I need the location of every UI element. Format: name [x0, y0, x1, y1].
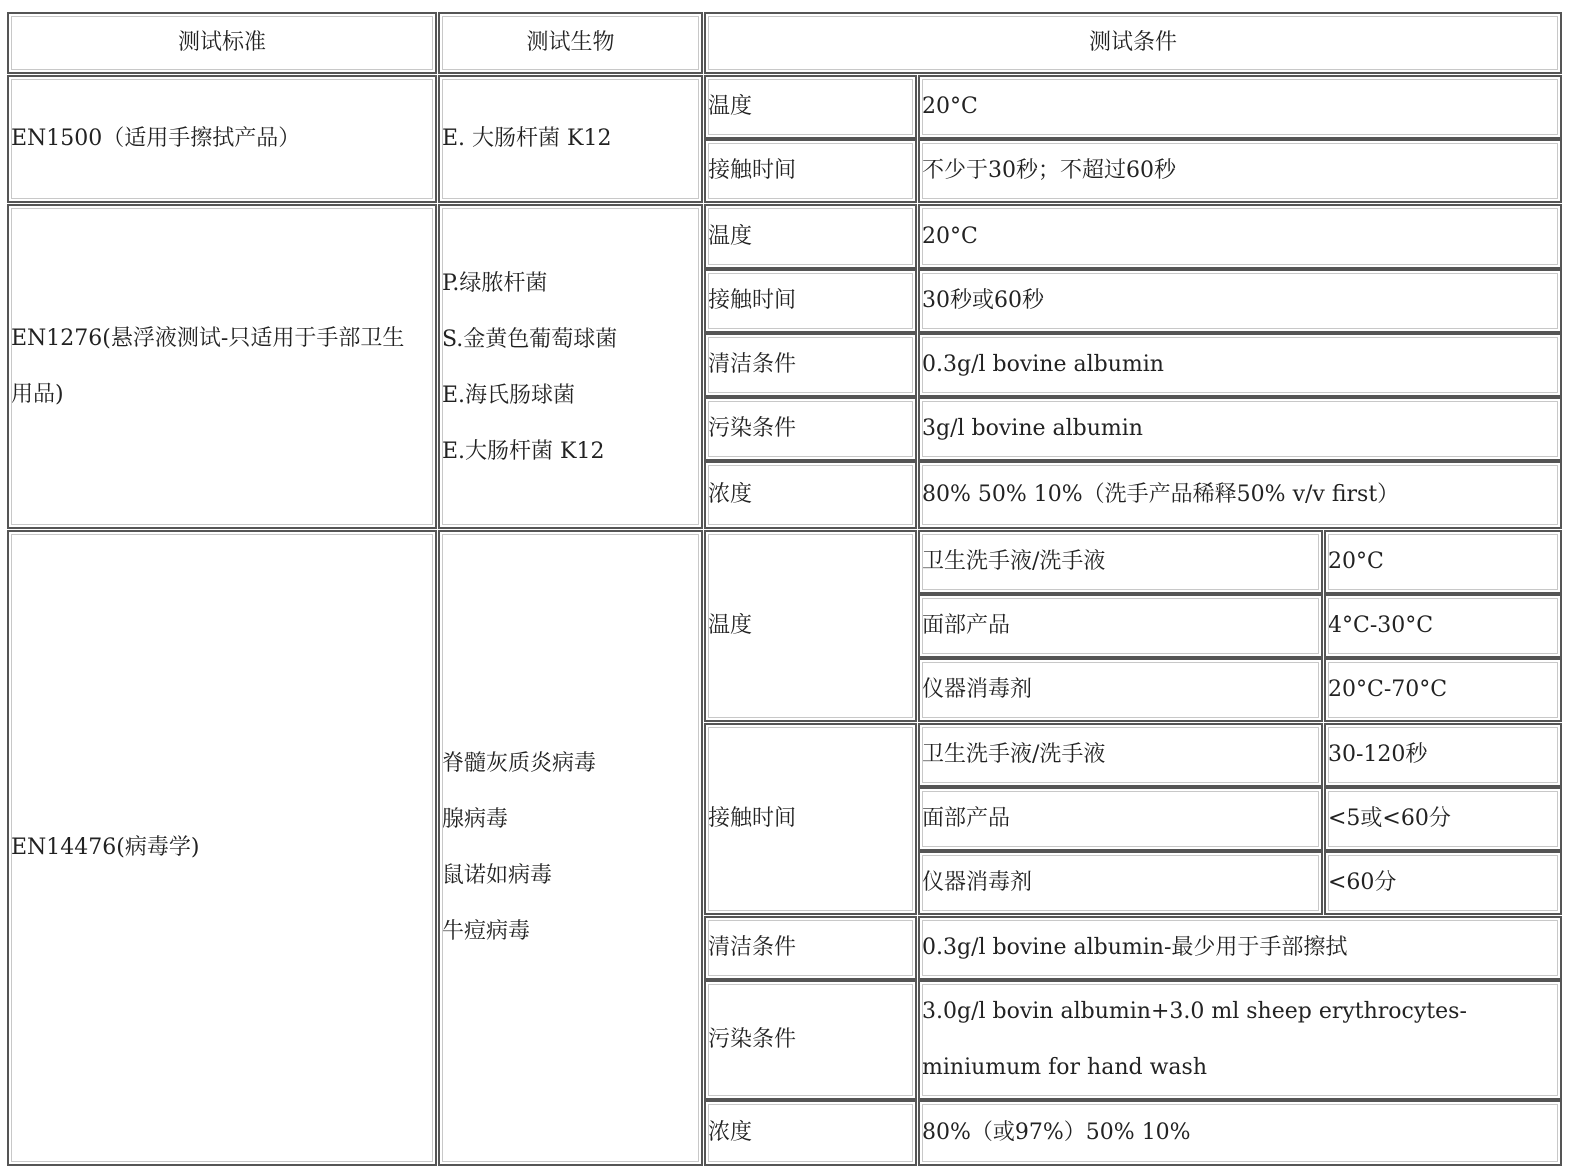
- en1500-label-contact-time: [704, 139, 917, 203]
- value-text: 80% 50% 10%（洗手产品稀释50% v/v first）: [922, 482, 1400, 508]
- product-text: 面部产品: [922, 806, 1011, 832]
- en14476-time-product: [918, 787, 1323, 851]
- en14476-temp-value: [1324, 530, 1562, 594]
- organism-item: E.大肠杆菌 K12: [442, 438, 605, 464]
- en1276-label-contact-time: [704, 269, 917, 333]
- value-text: 20°C: [922, 94, 978, 120]
- en1276-label-temperature: [704, 204, 917, 269]
- en1500-standard: [7, 75, 437, 203]
- value-text: 30-120秒: [1328, 742, 1428, 768]
- en14476-time-value: [1324, 851, 1562, 915]
- value-text: 4°C-30°C: [1328, 613, 1434, 639]
- en1276-value-contact-time: [918, 269, 1562, 333]
- en14476-temp-product: [918, 658, 1323, 722]
- en14476-temp-value: [1324, 658, 1562, 722]
- en1500-standard-text: EN1500（适用手擦拭产品）: [11, 126, 301, 152]
- label-text: 温度: [708, 613, 753, 639]
- organism-item: 腺病毒: [442, 807, 509, 832]
- en1276-label-clean: [704, 333, 917, 397]
- value-text: 80%（或97%）50% 10%: [922, 1120, 1191, 1146]
- organism-item: 脊髓灰质炎病毒: [442, 751, 597, 776]
- en1276-value-concentration: [918, 461, 1562, 529]
- label-text: 浓度: [708, 1120, 753, 1146]
- en1500-label-temperature: [704, 75, 917, 139]
- value-text: <5或<60分: [1328, 806, 1451, 832]
- en14476-time-value: [1324, 787, 1562, 851]
- header-organism: [438, 12, 703, 74]
- label-text: 清洁条件: [708, 935, 797, 961]
- label-text: 温度: [708, 223, 753, 249]
- value-text: 不少于30秒；不超过60秒: [922, 158, 1176, 184]
- header-conditions: [704, 12, 1562, 74]
- en1276-organisms: [438, 204, 703, 529]
- organism-item: E.海氏肠球菌: [442, 382, 576, 408]
- en14476-time-product: [918, 851, 1323, 915]
- en1500-value-temperature: [918, 75, 1562, 139]
- organism-item: 鼠诺如病毒: [442, 863, 553, 888]
- value-text: 0.3g/l bovine albumin-最少用于手部擦拭: [922, 935, 1348, 961]
- value-text: 20°C: [1328, 549, 1384, 575]
- header-standard-text: 测试标准: [177, 30, 266, 56]
- product-text: 卫生洗手液/洗手液: [922, 549, 1106, 575]
- value-text: 0.3g/l bovine albumin: [922, 352, 1164, 378]
- label-text: 温度: [708, 94, 753, 120]
- en1276-standard: [7, 204, 437, 529]
- product-text: 卫生洗手液/洗手液: [922, 742, 1106, 768]
- en14476-temp-product: [918, 530, 1323, 594]
- label-text: 清洁条件: [708, 352, 797, 378]
- value-text: 3.0g/l bovin albumin+3.0 ml sheep erythrocytes-miniumum for hand wash: [922, 999, 1467, 1080]
- header-organism-text: 测试生物: [526, 30, 615, 56]
- en14476-time-value: [1324, 723, 1562, 787]
- value-text: 3g/l bovine albumin: [922, 416, 1143, 442]
- en1276-label-dirty: [704, 397, 917, 461]
- en1276-value-clean: [918, 333, 1562, 397]
- en14476-label-dirty: [704, 980, 917, 1100]
- en14476-temp-value: [1324, 594, 1562, 658]
- label-text: 污染条件: [708, 1027, 797, 1053]
- en1500-organism: [438, 75, 703, 203]
- product-text: 仪器消毒剂: [922, 870, 1033, 896]
- en14476-value-dirty: [918, 980, 1562, 1100]
- en14476-value-clean: [918, 916, 1562, 980]
- header-standard: [7, 12, 437, 74]
- en1276-value-dirty: [918, 397, 1562, 461]
- organism-item: 牛痘病毒: [442, 919, 531, 944]
- en14476-label-temperature: [704, 530, 917, 722]
- label-text: 污染条件: [708, 416, 797, 442]
- en14476-value-concentration: [918, 1100, 1562, 1166]
- label-text: 浓度: [708, 482, 753, 508]
- en14476-organisms: [438, 530, 703, 1166]
- label-text: 接触时间: [708, 288, 797, 314]
- en1500-value-contact-time: [918, 139, 1562, 203]
- organism-item: P.绿脓杆菌: [442, 270, 548, 296]
- product-text: 仪器消毒剂: [922, 677, 1033, 703]
- value-text: <60分: [1328, 870, 1397, 896]
- en1276-label-concentration: [704, 461, 917, 529]
- en14476-temp-product: [918, 594, 1323, 658]
- value-text: 20°C-70°C: [1328, 677, 1448, 703]
- label-text: 接触时间: [708, 158, 797, 184]
- en14476-label-concentration: [704, 1100, 917, 1166]
- en1500-organism-text: E. 大肠杆菌 K12: [442, 126, 612, 152]
- product-text: 面部产品: [922, 613, 1011, 639]
- en14476-label-contact-time: [704, 723, 917, 915]
- en14476-label-clean: [704, 916, 917, 980]
- header-conditions-text: 测试条件: [1088, 30, 1177, 56]
- en1276-standard-text: EN1276(悬浮液测试-只适用于手部卫生用品): [11, 325, 405, 407]
- en1276-value-temperature: [918, 204, 1562, 269]
- en14476-standard-text: EN14476(病毒学): [11, 835, 200, 861]
- en14476-time-product: [918, 723, 1323, 787]
- organism-item: S.金黄色葡萄球菌: [442, 326, 618, 352]
- value-text: 20°C: [922, 223, 978, 249]
- value-text: 30秒或60秒: [922, 288, 1044, 314]
- en14476-standard: [7, 530, 437, 1166]
- label-text: 接触时间: [708, 806, 797, 832]
